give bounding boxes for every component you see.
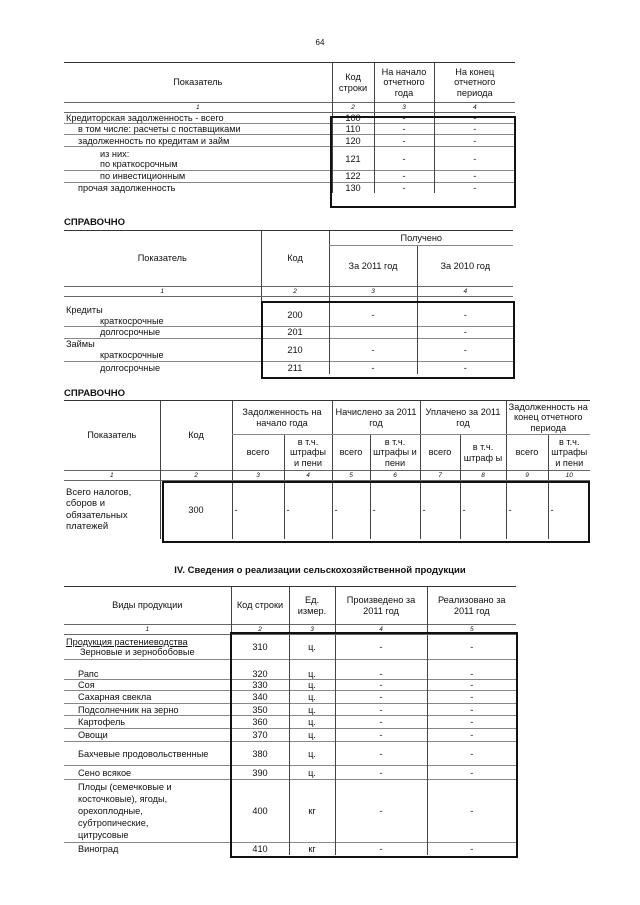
col-number: 2	[261, 287, 329, 297]
row-label: Рапс	[78, 668, 99, 679]
cell-start: -	[374, 135, 434, 147]
cell-sold: -	[427, 766, 516, 780]
row-code: 380	[231, 742, 289, 766]
row-label: по краткосрочным	[100, 158, 178, 169]
row-label: Займы	[66, 339, 95, 350]
row-label: Овощи	[78, 730, 108, 741]
section-title: СПРАВОЧНО	[64, 388, 125, 399]
cell-produced: -	[335, 716, 427, 729]
cell-produced: -	[335, 680, 427, 691]
page-number: 64	[315, 38, 325, 47]
table-row	[64, 305, 513, 316]
cell-produced: -	[335, 780, 427, 843]
col-header-incl: в т.ч. штрафы и пени	[548, 435, 590, 471]
cell-start: -	[374, 182, 434, 193]
cell-2010: -	[417, 327, 513, 339]
row-unit: ц.	[289, 716, 335, 729]
row-code: 340	[231, 691, 289, 704]
table-row	[64, 780, 516, 843]
row-unit: ц.	[289, 680, 335, 691]
col-number: 5	[332, 471, 370, 481]
row-code: 122	[332, 171, 374, 182]
cell-value: -	[232, 481, 284, 539]
col-header-total: всего	[332, 435, 370, 471]
row-unit: кг	[289, 780, 335, 843]
col-header-code: Код	[160, 401, 232, 471]
cell-start: -	[374, 147, 434, 171]
cell-end: -	[434, 182, 515, 193]
row-label: по инвестиционным	[100, 171, 186, 182]
table-row	[64, 729, 516, 742]
row-code: 300	[160, 481, 232, 539]
row-label: краткосрочные	[100, 350, 164, 361]
table-row	[64, 171, 515, 182]
row-code: 201	[261, 327, 329, 339]
cell-start: -	[374, 124, 434, 135]
col-number: 7	[420, 471, 460, 481]
col-header-debt-start: Задолженность на начало года	[232, 401, 332, 435]
row-label: Кредиты	[66, 304, 103, 315]
col-header-start: На начало отчетного года	[374, 63, 434, 103]
table-row	[64, 691, 516, 704]
row-code: 320	[231, 669, 289, 680]
section-label: Продукция растениеводства	[66, 636, 188, 647]
col-header-sold: Реализовано за 2011 год	[427, 587, 516, 625]
col-header-2011: За 2011 год	[329, 246, 417, 287]
cell-produced: -	[335, 742, 427, 766]
row-code: 121	[332, 147, 374, 171]
sales-table	[64, 586, 516, 855]
row-code: 310	[231, 635, 289, 660]
table-row	[64, 147, 515, 171]
row-label: прочая задолженность	[78, 182, 176, 193]
cell-end: -	[434, 147, 515, 171]
cell-2011: -	[329, 362, 417, 374]
col-number: 9	[506, 471, 548, 481]
col-header-paid: Уплачено за 2011 год	[420, 401, 506, 435]
col-number: 3	[289, 625, 335, 635]
table-row	[64, 680, 516, 691]
row-code: 370	[231, 729, 289, 742]
col-number: 10	[548, 471, 590, 481]
row-label: долгосрочные	[100, 327, 161, 338]
col-header-code: Код	[261, 231, 329, 287]
row-code: 330	[231, 680, 289, 691]
cell-produced: -	[335, 635, 427, 660]
cell-produced: -	[335, 704, 427, 716]
col-header-code: Код строки	[231, 587, 289, 625]
table-row	[64, 362, 513, 374]
row-code: 400	[231, 780, 289, 843]
taxes-table	[64, 400, 590, 539]
col-header-incl: в т.ч. штрафы и пени	[284, 435, 332, 471]
payables-table	[64, 62, 515, 193]
cell-sold: -	[427, 635, 516, 660]
table-row	[64, 635, 516, 660]
row-unit: ц.	[289, 729, 335, 742]
received-table	[64, 230, 513, 374]
col-number: 4	[284, 471, 332, 481]
col-header-indicator: Показатель	[64, 63, 332, 103]
cell-2010: -	[417, 339, 513, 362]
row-code: 211	[261, 362, 329, 374]
row-label: Кредиторская задолженность - всего	[66, 113, 224, 123]
col-header-total: всего	[420, 435, 460, 471]
row-label: краткосрочные	[100, 315, 164, 326]
row-label: в том числе: расчеты с поставщиками	[78, 124, 241, 135]
col-number: 2	[231, 625, 289, 635]
col-header-incl: в т.ч. штраф ы	[460, 435, 506, 471]
table-row	[64, 339, 513, 350]
cell-value: -	[284, 481, 332, 539]
table-row	[64, 766, 516, 780]
cell-produced: -	[335, 766, 427, 780]
row-code: 210	[261, 339, 329, 362]
cell-value: -	[420, 481, 460, 539]
row-code: 350	[231, 704, 289, 716]
row-label: Соя	[78, 680, 95, 690]
col-number: 6	[370, 471, 420, 481]
cell-sold: -	[427, 843, 516, 855]
section-title: IV. Сведения о реализации сельскохозяйственной продукции	[174, 565, 466, 576]
cell-sold: -	[427, 680, 516, 691]
col-number: 4	[417, 287, 513, 297]
row-code: 130	[332, 182, 374, 193]
col-header-received: Получено	[329, 231, 513, 246]
col-header-2010: За 2010 год	[417, 246, 513, 287]
cell-start: -	[374, 113, 434, 124]
row-code: 120	[332, 135, 374, 147]
table-row	[64, 742, 516, 766]
row-label: долгосрочные	[100, 362, 161, 373]
table-row	[64, 124, 515, 135]
cell-end: -	[434, 171, 515, 182]
row-label: Сахарная свекла	[78, 692, 152, 703]
cell-produced: -	[335, 843, 427, 855]
col-header-total: всего	[232, 435, 284, 471]
col-number: 2	[332, 103, 374, 113]
cell-value: -	[460, 481, 506, 539]
cell-2011: -	[329, 339, 417, 362]
cell-2011	[329, 327, 417, 339]
cell-sold: -	[427, 716, 516, 729]
cell-value: -	[332, 481, 370, 539]
cell-produced: -	[335, 691, 427, 704]
row-unit: ц.	[289, 635, 335, 660]
row-label: задолженность по кредитам и займ	[78, 135, 230, 146]
row-unit: ц.	[289, 766, 335, 780]
col-number: 3	[232, 471, 284, 481]
table-row	[64, 327, 513, 339]
col-number: 5	[427, 625, 516, 635]
cell-sold: -	[427, 669, 516, 680]
row-label: Виноград	[78, 843, 119, 854]
col-number: 2	[160, 471, 232, 481]
col-header-code: Код строки	[332, 63, 374, 103]
row-code: 390	[231, 766, 289, 780]
col-number: 8	[460, 471, 506, 481]
table-row	[64, 182, 515, 193]
row-label: Подсолнечник на зерно	[78, 704, 179, 715]
col-header-kind: Виды продукции	[64, 587, 231, 625]
col-header-total: всего	[506, 435, 548, 471]
col-number: 1	[64, 287, 261, 297]
cell-value: -	[370, 481, 420, 539]
cell-value: -	[506, 481, 548, 539]
cell-end: -	[434, 135, 515, 147]
row-code: 200	[261, 305, 329, 327]
col-header-unit: Ед. измер.	[289, 587, 335, 625]
cell-2011: -	[329, 305, 417, 327]
row-unit: ц.	[289, 742, 335, 766]
row-code: 110	[332, 124, 374, 135]
row-label: из них:	[100, 148, 130, 159]
col-header-indicator: Показатель	[64, 231, 261, 287]
table-row	[64, 669, 516, 680]
col-header-incl: в т.ч. штрафы и пени	[370, 435, 420, 471]
row-label: Сено всякое	[78, 767, 132, 778]
cell-2010: -	[417, 305, 513, 327]
col-number: 4	[335, 625, 427, 635]
col-header-produced: Произведено за 2011 год	[335, 587, 427, 625]
row-code: 100	[332, 113, 374, 124]
table-row	[64, 704, 516, 716]
row-code: 360	[231, 716, 289, 729]
col-number: 4	[434, 103, 515, 113]
table-row	[64, 716, 516, 729]
row-unit: ц.	[289, 669, 335, 680]
row-unit: ц.	[289, 691, 335, 704]
col-number: 1	[64, 471, 160, 481]
row-unit: кг	[289, 843, 335, 855]
col-number: 3	[374, 103, 434, 113]
col-header-indicator: Показатель	[64, 401, 160, 471]
table-row	[64, 843, 516, 855]
row-label: Картофель	[78, 717, 126, 728]
row-label: Всего налогов, сборов и обязательных платежей	[66, 486, 132, 533]
cell-sold: -	[427, 691, 516, 704]
col-header-debt-end: Задолженность на конец отчетного периода	[506, 401, 590, 435]
row-code: 410	[231, 843, 289, 855]
row-label: Бахчевые продовольственные	[78, 748, 209, 759]
table-row	[64, 113, 515, 124]
cell-produced: -	[335, 669, 427, 680]
col-number: 1	[64, 625, 231, 635]
cell-2010: -	[417, 362, 513, 374]
section-title: СПРАВОЧНО	[64, 217, 125, 228]
cell-sold: -	[427, 742, 516, 766]
cell-sold: -	[427, 729, 516, 742]
cell-value: -	[548, 481, 590, 539]
cell-end: -	[434, 113, 515, 124]
table-row	[64, 481, 590, 539]
row-unit: ц.	[289, 704, 335, 716]
row-label: Зерновые и зернобобовые	[80, 647, 195, 657]
cell-sold: -	[427, 704, 516, 716]
col-header-end: На конец отчетного периода	[434, 63, 515, 103]
row-label: Плоды (семечковые и косточковые), ягоды, орехоплодные, субтропические, цитрусовые	[78, 782, 172, 841]
cell-start: -	[374, 171, 434, 182]
cell-sold: -	[427, 780, 516, 843]
cell-produced: -	[335, 729, 427, 742]
col-number: 3	[329, 287, 417, 297]
col-number: 1	[64, 103, 332, 113]
col-header-accrued: Начислено за 2011 год	[332, 401, 420, 435]
cell-end: -	[434, 124, 515, 135]
table-row	[64, 135, 515, 147]
